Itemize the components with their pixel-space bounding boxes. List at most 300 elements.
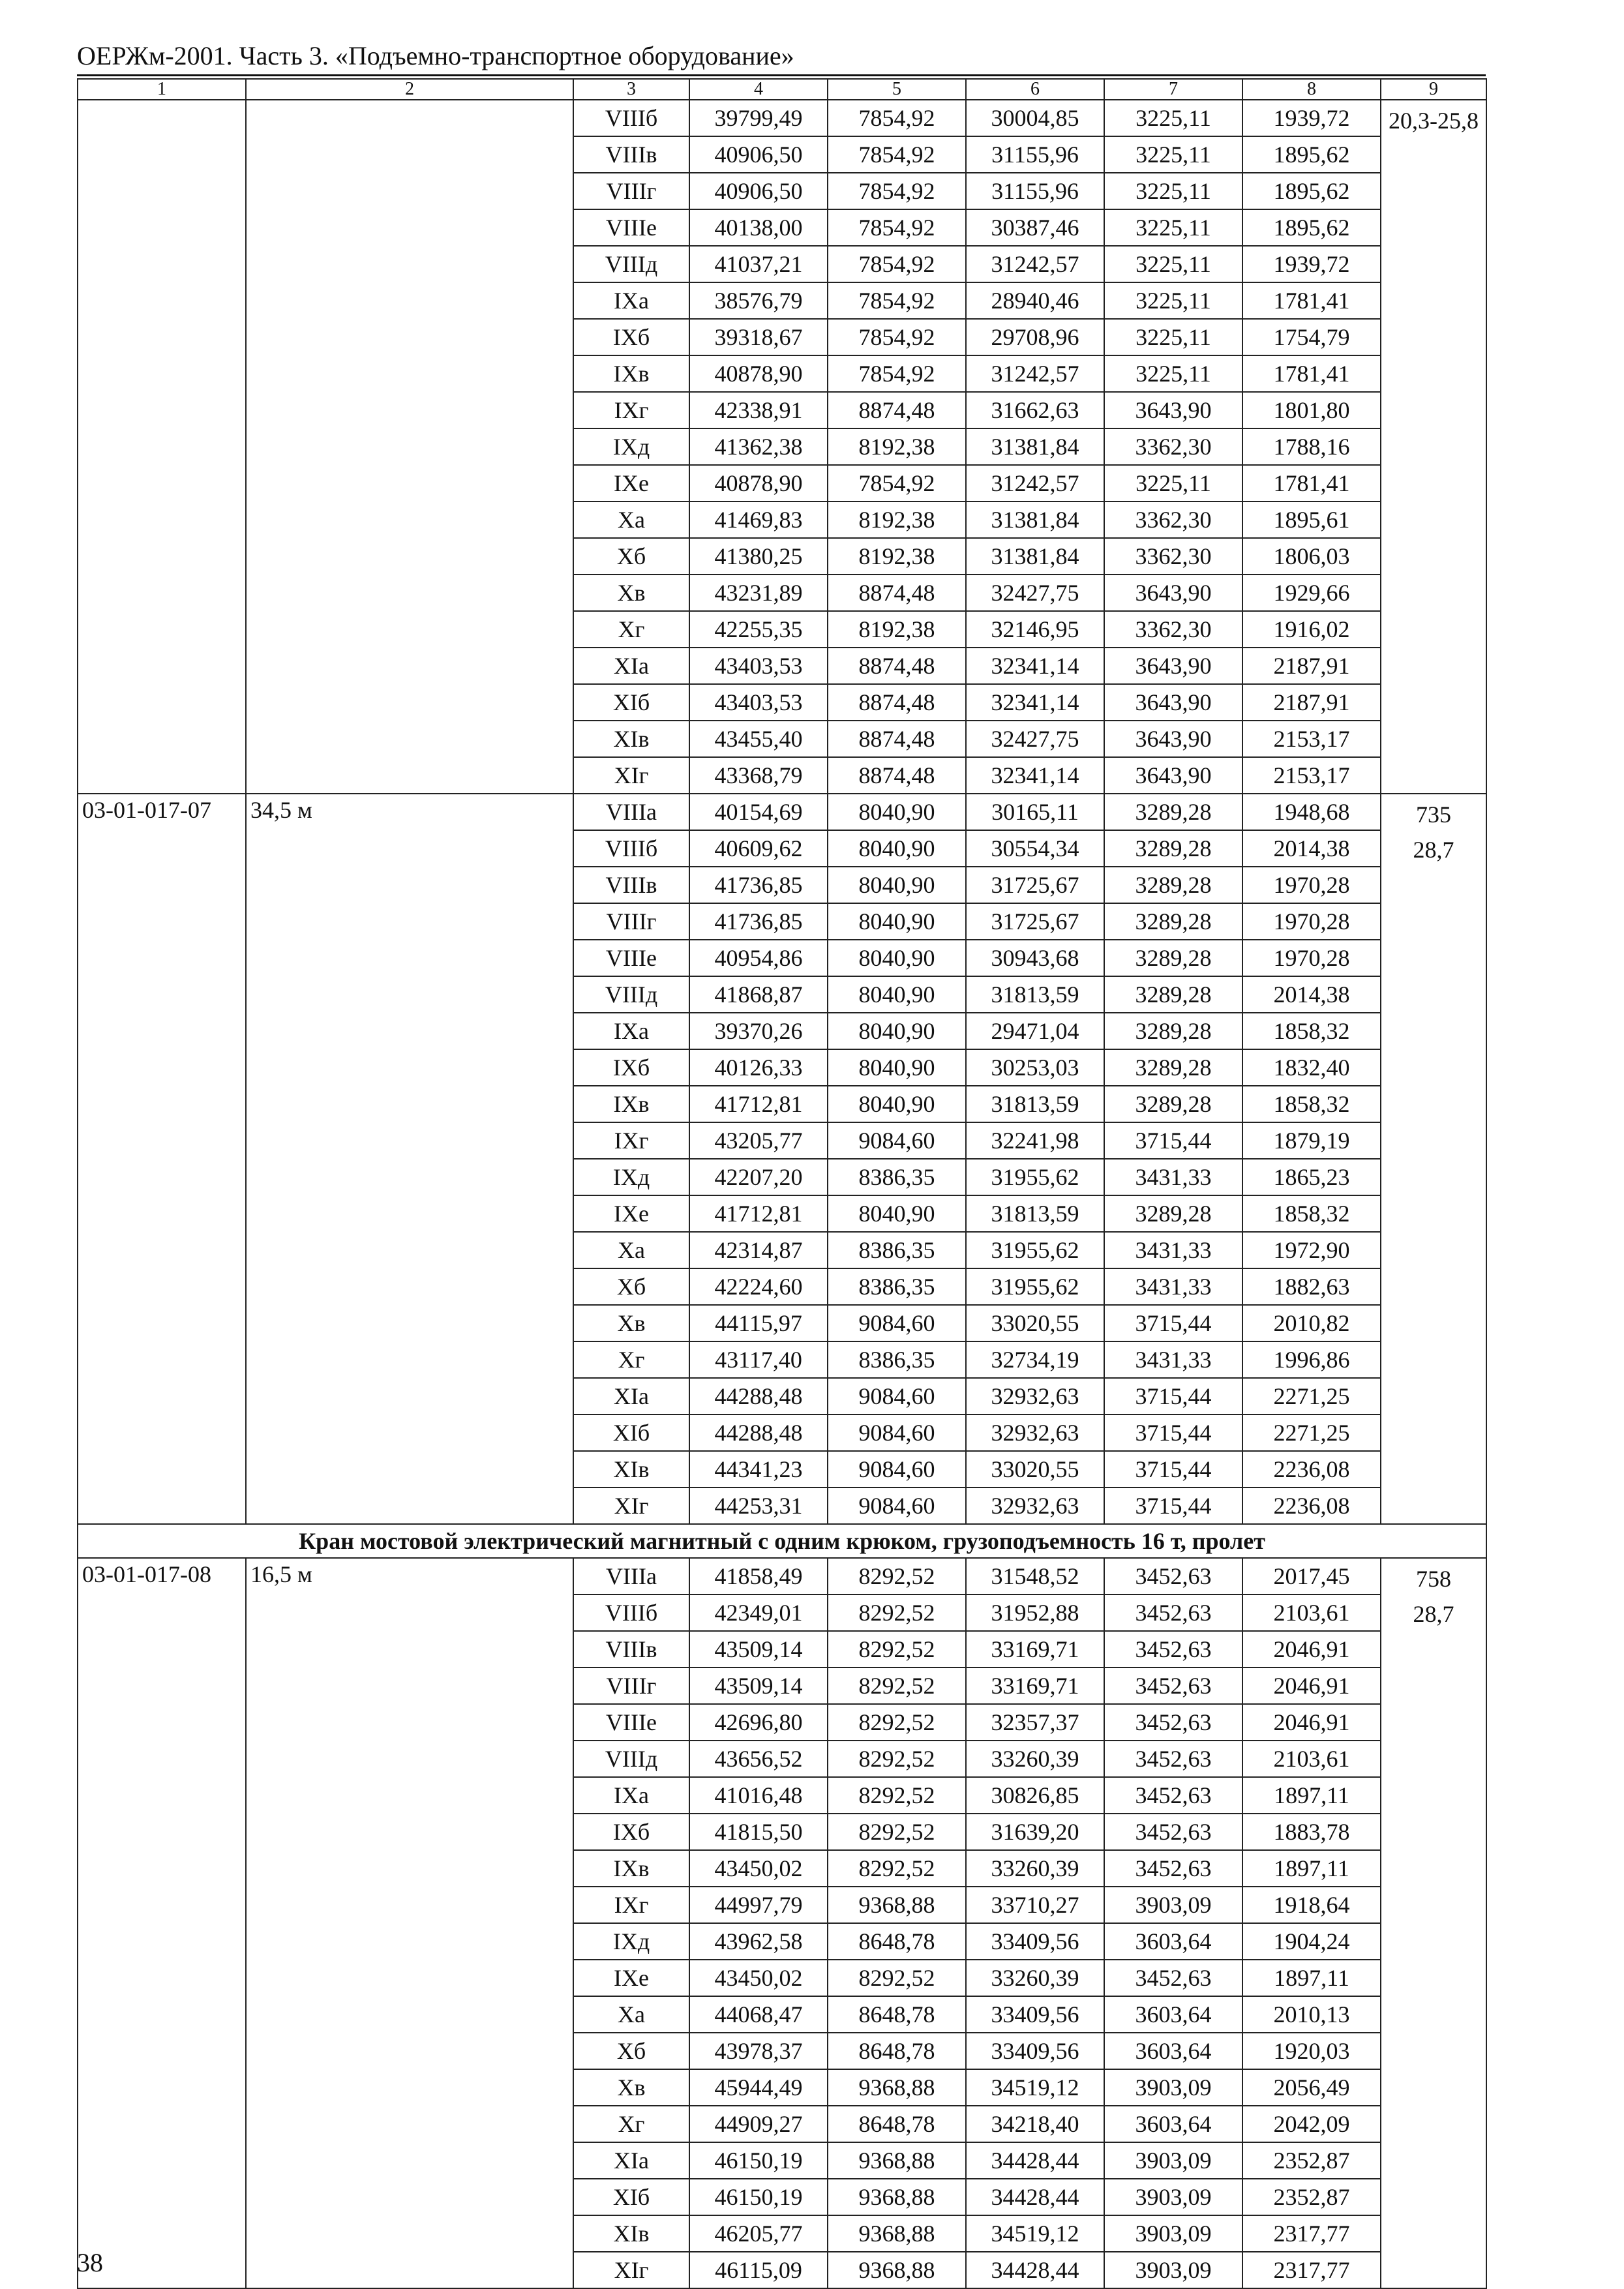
header-rule	[77, 74, 1486, 76]
value-cell: 2042,09	[1242, 2106, 1381, 2142]
value-cell: 1858,32	[1242, 1013, 1381, 1049]
value-cell: 1788,16	[1242, 428, 1381, 465]
value-cell: 43455,40	[689, 721, 828, 757]
zone-cell: IXв	[573, 1086, 689, 1122]
zone-cell: VIIIв	[573, 867, 689, 903]
value-cell: 44068,47	[689, 1996, 828, 2033]
zone-cell: VIIIг	[573, 903, 689, 940]
value-cell: 8874,48	[828, 757, 966, 794]
value-cell: 1920,03	[1242, 2033, 1381, 2069]
zone-cell: Xа	[573, 1996, 689, 2033]
value-cell: 43509,14	[689, 1668, 828, 1704]
column-number: 9	[1381, 79, 1486, 100]
value-cell: 45944,49	[689, 2069, 828, 2106]
value-cell: 8292,52	[828, 1850, 966, 1887]
value-cell: 30826,85	[966, 1777, 1104, 1814]
value-cell: 41736,85	[689, 867, 828, 903]
zone-cell: VIIIа	[573, 794, 689, 830]
value-cell: 43656,52	[689, 1741, 828, 1777]
value-cell: 8040,90	[828, 1086, 966, 1122]
value-cell: 3452,63	[1104, 1777, 1242, 1814]
value-cell: 1883,78	[1242, 1814, 1381, 1850]
value-cell: 3603,64	[1104, 2106, 1242, 2142]
value-cell: 7854,92	[828, 319, 966, 355]
value-cell: 8292,52	[828, 1631, 966, 1668]
value-cell: 33169,71	[966, 1631, 1104, 1668]
value-cell: 1939,72	[1242, 100, 1381, 136]
value-cell: 3643,90	[1104, 392, 1242, 428]
value-cell: 41037,21	[689, 246, 828, 282]
col9-value: 28,7	[1413, 1601, 1454, 1627]
value-cell: 31242,57	[966, 355, 1104, 392]
value-cell: 3225,11	[1104, 136, 1242, 173]
value-cell: 2271,25	[1242, 1414, 1381, 1451]
value-cell: 1929,66	[1242, 575, 1381, 611]
value-cell: 31813,59	[966, 976, 1104, 1013]
value-cell: 3903,09	[1104, 1887, 1242, 1923]
zone-cell: Xб	[573, 2033, 689, 2069]
value-cell: 3903,09	[1104, 2179, 1242, 2215]
value-cell: 8192,38	[828, 611, 966, 648]
value-cell: 3603,64	[1104, 1996, 1242, 2033]
value-cell: 33020,55	[966, 1451, 1104, 1488]
zone-cell: IXв	[573, 355, 689, 392]
value-cell: 1897,11	[1242, 1777, 1381, 1814]
column-number-row	[78, 79, 1486, 100]
value-cell: 30554,34	[966, 830, 1104, 867]
column-number: 1	[78, 79, 246, 100]
value-cell: 33710,27	[966, 1887, 1104, 1923]
value-cell: 8040,90	[828, 794, 966, 830]
value-cell: 3643,90	[1104, 684, 1242, 721]
value-cell: 41469,83	[689, 501, 828, 538]
value-cell: 8874,48	[828, 392, 966, 428]
value-cell: 31381,84	[966, 428, 1104, 465]
value-cell: 8292,52	[828, 1777, 966, 1814]
value-cell: 1895,62	[1242, 173, 1381, 209]
value-cell: 1918,64	[1242, 1887, 1381, 1923]
zone-cell: VIIIг	[573, 173, 689, 209]
value-cell: 42338,91	[689, 392, 828, 428]
value-cell: 32932,63	[966, 1488, 1104, 1524]
value-cell: 29708,96	[966, 319, 1104, 355]
value-cell: 8292,52	[828, 1741, 966, 1777]
value-cell: 1939,72	[1242, 246, 1381, 282]
page-number: 38	[77, 2248, 103, 2277]
value-cell: 8040,90	[828, 976, 966, 1013]
value-cell: 8648,78	[828, 2106, 966, 2142]
value-cell: 1882,63	[1242, 1268, 1381, 1305]
value-cell: 44909,27	[689, 2106, 828, 2142]
value-cell: 9084,60	[828, 1451, 966, 1488]
zone-cell: VIIIд	[573, 1741, 689, 1777]
value-cell: 1948,68	[1242, 794, 1381, 830]
value-cell: 3289,28	[1104, 1195, 1242, 1232]
value-cell: 32146,95	[966, 611, 1104, 648]
value-cell: 41712,81	[689, 1086, 828, 1122]
value-cell: 2046,91	[1242, 1631, 1381, 1668]
value-cell: 1904,24	[1242, 1923, 1381, 1960]
value-cell: 31548,52	[966, 1558, 1104, 1594]
table-body	[78, 79, 1486, 2288]
value-cell: 1858,32	[1242, 1195, 1381, 1232]
value-cell: 30004,85	[966, 100, 1104, 136]
value-cell: 34519,12	[966, 2069, 1104, 2106]
value-cell: 8874,48	[828, 684, 966, 721]
value-cell: 8040,90	[828, 1049, 966, 1086]
zone-cell: XIа	[573, 2142, 689, 2179]
value-cell: 3225,11	[1104, 209, 1242, 246]
value-cell: 9084,60	[828, 1122, 966, 1159]
column-number: 7	[1104, 79, 1242, 100]
value-cell: 40126,33	[689, 1049, 828, 1086]
zone-cell: XIб	[573, 684, 689, 721]
zone-cell: XIв	[573, 1451, 689, 1488]
value-cell: 31381,84	[966, 501, 1104, 538]
value-cell: 43403,53	[689, 648, 828, 684]
value-cell: 32427,75	[966, 575, 1104, 611]
column-number: 3	[573, 79, 689, 100]
row-code: 03-01-017-08	[78, 1558, 246, 2288]
value-cell: 46115,09	[689, 2252, 828, 2288]
value-cell: 7854,92	[828, 136, 966, 173]
value-cell: 31155,96	[966, 136, 1104, 173]
value-cell: 7854,92	[828, 209, 966, 246]
value-cell: 9084,60	[828, 1488, 966, 1524]
zone-cell: IXа	[573, 1013, 689, 1049]
value-cell: 3452,63	[1104, 1960, 1242, 1996]
value-cell: 3903,09	[1104, 2069, 1242, 2106]
value-cell: 3643,90	[1104, 648, 1242, 684]
value-cell: 9368,88	[828, 1887, 966, 1923]
value-cell: 1806,03	[1242, 538, 1381, 575]
value-cell: 9368,88	[828, 2215, 966, 2252]
value-cell: 1781,41	[1242, 465, 1381, 501]
value-cell: 3225,11	[1104, 282, 1242, 319]
value-cell: 2352,87	[1242, 2142, 1381, 2179]
value-cell: 1897,11	[1242, 1960, 1381, 1996]
zone-cell: XIг	[573, 2252, 689, 2288]
value-cell: 32341,14	[966, 684, 1104, 721]
value-cell: 3225,11	[1104, 173, 1242, 209]
zone-cell: IXе	[573, 1195, 689, 1232]
value-cell: 3225,11	[1104, 465, 1242, 501]
zone-cell: VIIIв	[573, 136, 689, 173]
value-cell: 3289,28	[1104, 976, 1242, 1013]
value-cell: 31952,88	[966, 1594, 1104, 1631]
value-cell: 40138,00	[689, 209, 828, 246]
value-cell: 3289,28	[1104, 1086, 1242, 1122]
value-cell: 3603,64	[1104, 2033, 1242, 2069]
value-cell: 3715,44	[1104, 1122, 1242, 1159]
value-cell: 3903,09	[1104, 2142, 1242, 2179]
value-cell: 46150,19	[689, 2179, 828, 2215]
zone-cell: VIIIб	[573, 830, 689, 867]
value-cell: 8040,90	[828, 830, 966, 867]
value-cell: 2010,13	[1242, 1996, 1381, 2033]
zone-cell: Xв	[573, 2069, 689, 2106]
value-cell: 44288,48	[689, 1378, 828, 1414]
value-cell: 40878,90	[689, 465, 828, 501]
row-name	[246, 100, 573, 794]
value-cell: 8874,48	[828, 721, 966, 757]
value-cell: 38576,79	[689, 282, 828, 319]
value-cell: 2236,08	[1242, 1451, 1381, 1488]
value-cell: 39318,67	[689, 319, 828, 355]
value-cell: 39370,26	[689, 1013, 828, 1049]
zone-cell: IXд	[573, 1923, 689, 1960]
value-cell: 3715,44	[1104, 1451, 1242, 1488]
zone-cell: XIв	[573, 2215, 689, 2252]
value-cell: 8386,35	[828, 1159, 966, 1195]
zone-cell: XIа	[573, 648, 689, 684]
value-cell: 2056,49	[1242, 2069, 1381, 2106]
value-cell: 31955,62	[966, 1232, 1104, 1268]
col9-value: 735	[1416, 801, 1451, 828]
value-cell: 31955,62	[966, 1159, 1104, 1195]
value-cell: 8040,90	[828, 867, 966, 903]
value-cell: 1865,23	[1242, 1159, 1381, 1195]
value-cell: 2014,38	[1242, 976, 1381, 1013]
zone-cell: Xб	[573, 1268, 689, 1305]
value-cell: 2014,38	[1242, 830, 1381, 867]
value-cell: 2153,17	[1242, 721, 1381, 757]
value-cell: 31813,59	[966, 1086, 1104, 1122]
value-cell: 2103,61	[1242, 1741, 1381, 1777]
value-cell: 42314,87	[689, 1232, 828, 1268]
zone-cell: IXб	[573, 319, 689, 355]
zone-cell: IXе	[573, 1960, 689, 1996]
value-cell: 33169,71	[966, 1668, 1104, 1704]
value-cell: 3903,09	[1104, 2215, 1242, 2252]
value-cell: 31725,67	[966, 903, 1104, 940]
value-cell: 32341,14	[966, 648, 1104, 684]
value-cell: 31955,62	[966, 1268, 1104, 1305]
value-cell: 8874,48	[828, 648, 966, 684]
value-cell: 3289,28	[1104, 867, 1242, 903]
value-cell: 8192,38	[828, 501, 966, 538]
value-cell: 2236,08	[1242, 1488, 1381, 1524]
value-cell: 41712,81	[689, 1195, 828, 1232]
zone-cell: Xа	[573, 1232, 689, 1268]
zone-cell: Xг	[573, 1341, 689, 1378]
value-cell: 2103,61	[1242, 1594, 1381, 1631]
value-cell: 3452,63	[1104, 1814, 1242, 1850]
zone-cell: Xв	[573, 1305, 689, 1341]
value-cell: 8292,52	[828, 1960, 966, 1996]
zone-cell: IXе	[573, 465, 689, 501]
value-cell: 43231,89	[689, 575, 828, 611]
value-cell: 3452,63	[1104, 1704, 1242, 1741]
value-cell: 1916,02	[1242, 611, 1381, 648]
value-cell: 40609,62	[689, 830, 828, 867]
value-cell: 1897,11	[1242, 1850, 1381, 1887]
value-cell: 41868,87	[689, 976, 828, 1013]
value-cell: 1801,80	[1242, 392, 1381, 428]
zone-cell: IXд	[573, 428, 689, 465]
zone-cell: IXа	[573, 282, 689, 319]
value-cell: 7854,92	[828, 173, 966, 209]
zone-cell: VIIIд	[573, 246, 689, 282]
value-cell: 2017,45	[1242, 1558, 1381, 1594]
value-cell: 44341,23	[689, 1451, 828, 1488]
zone-cell: XIв	[573, 721, 689, 757]
column-number: 4	[689, 79, 828, 100]
value-cell: 8040,90	[828, 1195, 966, 1232]
value-cell: 32427,75	[966, 721, 1104, 757]
value-cell: 8040,90	[828, 903, 966, 940]
value-cell: 46150,19	[689, 2142, 828, 2179]
value-cell: 3289,28	[1104, 1049, 1242, 1086]
value-cell: 39799,49	[689, 100, 828, 136]
value-cell: 34428,44	[966, 2179, 1104, 2215]
value-cell: 3225,11	[1104, 100, 1242, 136]
col9-cell	[1381, 1558, 1486, 2288]
value-cell: 1895,62	[1242, 136, 1381, 173]
value-cell: 2187,91	[1242, 684, 1381, 721]
value-cell: 7854,92	[828, 355, 966, 392]
value-cell: 32932,63	[966, 1378, 1104, 1414]
value-cell: 44253,31	[689, 1488, 828, 1524]
value-cell: 30253,03	[966, 1049, 1104, 1086]
value-cell: 8192,38	[828, 428, 966, 465]
zone-cell: XIб	[573, 2179, 689, 2215]
value-cell: 3289,28	[1104, 830, 1242, 867]
value-cell: 3431,33	[1104, 1232, 1242, 1268]
value-cell: 9368,88	[828, 2179, 966, 2215]
value-cell: 8292,52	[828, 1814, 966, 1850]
value-cell: 31155,96	[966, 173, 1104, 209]
value-cell: 2352,87	[1242, 2179, 1381, 2215]
zone-cell: VIIIе	[573, 940, 689, 976]
zone-cell: VIIIг	[573, 1668, 689, 1704]
zone-cell: VIIIе	[573, 209, 689, 246]
zone-cell: VIIIв	[573, 1631, 689, 1668]
table-row	[78, 100, 1486, 136]
value-cell: 43450,02	[689, 1850, 828, 1887]
value-cell: 3452,63	[1104, 1631, 1242, 1668]
value-cell: 3225,11	[1104, 319, 1242, 355]
value-cell: 46205,77	[689, 2215, 828, 2252]
value-cell: 29471,04	[966, 1013, 1104, 1049]
zone-cell: VIIIе	[573, 1704, 689, 1741]
value-cell: 30165,11	[966, 794, 1104, 830]
value-cell: 3225,11	[1104, 246, 1242, 282]
value-cell: 3431,33	[1104, 1159, 1242, 1195]
value-cell: 32357,37	[966, 1704, 1104, 1741]
value-cell: 7854,92	[828, 282, 966, 319]
value-cell: 31725,67	[966, 867, 1104, 903]
value-cell: 1879,19	[1242, 1122, 1381, 1159]
zone-cell: IXг	[573, 392, 689, 428]
value-cell: 3452,63	[1104, 1850, 1242, 1887]
value-cell: 33020,55	[966, 1305, 1104, 1341]
value-cell: 40906,50	[689, 173, 828, 209]
zone-cell: IXа	[573, 1777, 689, 1814]
value-cell: 8648,78	[828, 1923, 966, 1960]
value-cell: 3452,63	[1104, 1668, 1242, 1704]
value-cell: 28940,46	[966, 282, 1104, 319]
column-number: 5	[828, 79, 966, 100]
value-cell: 43450,02	[689, 1960, 828, 1996]
section-title-row	[78, 1524, 1486, 1558]
value-cell: 9368,88	[828, 2069, 966, 2106]
value-cell: 2317,77	[1242, 2252, 1381, 2288]
value-cell: 44997,79	[689, 1887, 828, 1923]
value-cell: 9084,60	[828, 1305, 966, 1341]
value-cell: 8192,38	[828, 538, 966, 575]
col9-value: 28,7	[1413, 837, 1454, 863]
row-code	[78, 100, 246, 794]
value-cell: 32932,63	[966, 1414, 1104, 1451]
value-cell: 1970,28	[1242, 903, 1381, 940]
value-cell: 43962,58	[689, 1923, 828, 1960]
value-cell: 32241,98	[966, 1122, 1104, 1159]
row-code: 03-01-017-07	[78, 794, 246, 1524]
value-cell: 3452,63	[1104, 1741, 1242, 1777]
value-cell: 42224,60	[689, 1268, 828, 1305]
value-cell: 3715,44	[1104, 1414, 1242, 1451]
value-cell: 3903,09	[1104, 2252, 1242, 2288]
value-cell: 3643,90	[1104, 757, 1242, 794]
zone-cell: Xб	[573, 538, 689, 575]
zone-cell: VIIIб	[573, 1594, 689, 1631]
zone-cell: XIг	[573, 1488, 689, 1524]
value-cell: 31242,57	[966, 246, 1104, 282]
value-cell: 8386,35	[828, 1268, 966, 1305]
zone-cell: IXг	[573, 1887, 689, 1923]
value-cell: 8648,78	[828, 1996, 966, 2033]
value-cell: 44288,48	[689, 1414, 828, 1451]
value-cell: 40878,90	[689, 355, 828, 392]
value-cell: 43978,37	[689, 2033, 828, 2069]
value-cell: 8874,48	[828, 575, 966, 611]
value-cell: 43368,79	[689, 757, 828, 794]
value-cell: 9368,88	[828, 2142, 966, 2179]
zone-cell: IXв	[573, 1850, 689, 1887]
value-cell: 33260,39	[966, 1741, 1104, 1777]
value-cell: 43205,77	[689, 1122, 828, 1159]
value-cell: 8040,90	[828, 1013, 966, 1049]
value-cell: 1832,40	[1242, 1049, 1381, 1086]
value-cell: 9084,60	[828, 1414, 966, 1451]
value-cell: 2010,82	[1242, 1305, 1381, 1341]
value-cell: 32341,14	[966, 757, 1104, 794]
value-cell: 34428,44	[966, 2252, 1104, 2288]
value-cell: 41815,50	[689, 1814, 828, 1850]
value-cell: 9368,88	[828, 2252, 966, 2288]
value-cell: 43509,14	[689, 1631, 828, 1668]
value-cell: 1895,62	[1242, 209, 1381, 246]
value-cell: 44115,97	[689, 1305, 828, 1341]
table-row	[78, 794, 1486, 830]
value-cell: 3289,28	[1104, 940, 1242, 976]
value-cell: 2317,77	[1242, 2215, 1381, 2252]
zone-cell: IXб	[573, 1049, 689, 1086]
zone-cell: IXб	[573, 1814, 689, 1850]
zone-cell: XIа	[573, 1378, 689, 1414]
col9-value: 20,3-25,8	[1389, 108, 1479, 134]
value-cell: 30387,46	[966, 209, 1104, 246]
value-cell: 8040,90	[828, 940, 966, 976]
value-cell: 41380,25	[689, 538, 828, 575]
value-cell: 7854,92	[828, 100, 966, 136]
page-header: ОЕРЖм-2001. Часть 3. «Подъемно-транспортное оборудование»	[77, 41, 794, 70]
value-cell: 33409,56	[966, 1923, 1104, 1960]
zone-cell: IXд	[573, 1159, 689, 1195]
value-cell: 8292,52	[828, 1594, 966, 1631]
value-cell: 3715,44	[1104, 1488, 1242, 1524]
